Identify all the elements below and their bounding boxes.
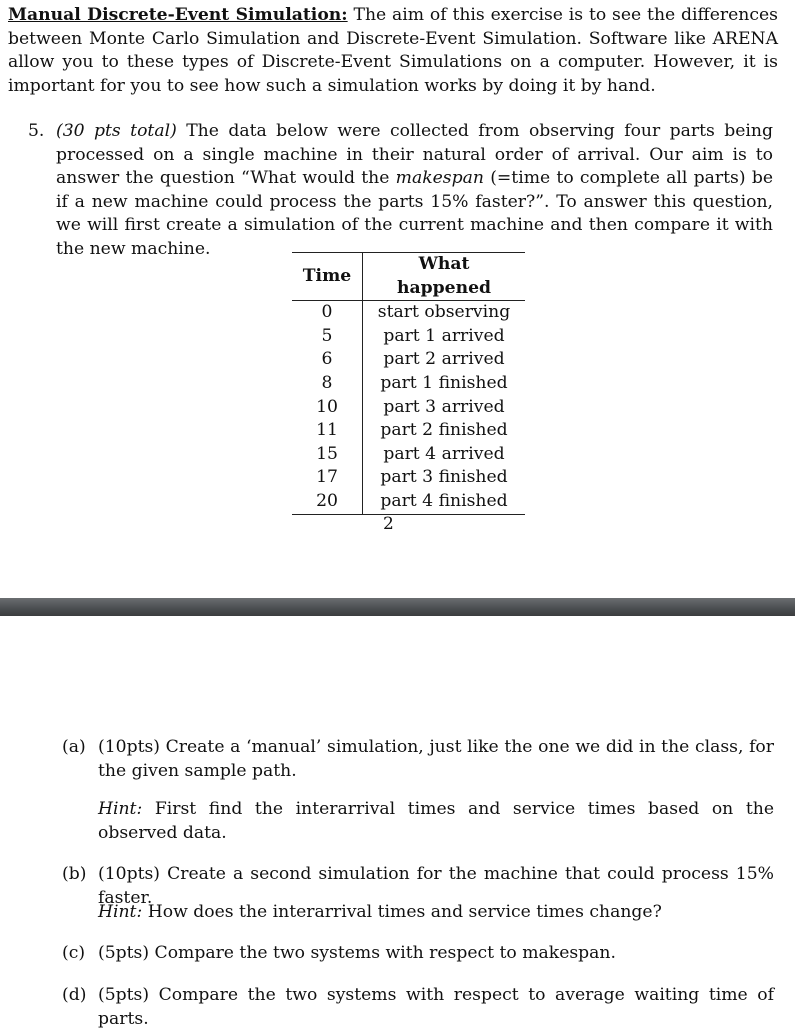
problem-text-b: (=time to complete all parts) be if a new machine could process the parts 15% faster?”. To answer this question, we will first create a simulation of the current machine and then compare it with the new machine. bbox=[56, 168, 773, 259]
cell-event: part 4 arrived bbox=[383, 443, 505, 464]
cell-time: 5 bbox=[292, 325, 363, 349]
hint-label: Hint: bbox=[98, 902, 143, 922]
header-what-happened: What happened bbox=[363, 253, 526, 301]
part-c-text: (5pts) Compare the two systems with respect to makespan. bbox=[98, 943, 616, 963]
problem-5 bbox=[28, 120, 773, 262]
makespan-term: makespan bbox=[395, 168, 484, 189]
part-d-text: (5pts) Compare the two systems with respect to average waiting time of parts. bbox=[98, 985, 774, 1029]
cell-time: 10 bbox=[292, 396, 363, 420]
observation-table bbox=[292, 252, 525, 515]
table-row bbox=[292, 466, 525, 490]
part-b-label: (b) bbox=[62, 864, 87, 884]
cell-time: 17 bbox=[292, 466, 363, 490]
cell-event: start observing bbox=[377, 302, 511, 323]
part-d-label: (d) bbox=[62, 985, 87, 1005]
problem-text-a: The data below were collected from observing four parts being processed on a single machine in their natural order of arrival. Our aim is to answer the question “What would the bbox=[56, 121, 773, 189]
cell-time: 8 bbox=[292, 372, 363, 396]
intro-paragraph bbox=[8, 4, 778, 98]
table-header-row bbox=[292, 253, 525, 301]
part-a-label: (a) bbox=[62, 737, 86, 757]
cell-event: part 2 arrived bbox=[383, 349, 505, 370]
part-b-text: (10pts) Create a second simulation for the machine that could process 15% faster. bbox=[98, 864, 774, 908]
hint-text: First find the interarrival times and service times based on the observed data. bbox=[98, 799, 774, 843]
cell-time: 11 bbox=[292, 419, 363, 443]
hint-label: Hint: bbox=[98, 799, 143, 819]
table-row bbox=[292, 325, 525, 349]
table-row bbox=[292, 490, 525, 514]
header-time: Time bbox=[292, 253, 363, 301]
cell-time: 0 bbox=[292, 301, 363, 325]
cell-time: 15 bbox=[292, 443, 363, 467]
part-b-hint bbox=[98, 901, 774, 925]
problem-points: (30 pts total) bbox=[56, 121, 177, 141]
table-row bbox=[292, 419, 525, 443]
part-a-hint bbox=[98, 798, 774, 845]
part-c bbox=[62, 942, 774, 966]
table-row bbox=[292, 443, 525, 467]
problem-body bbox=[56, 120, 773, 262]
problem-number: 5. bbox=[28, 121, 45, 141]
part-c-label: (c) bbox=[62, 943, 86, 963]
cell-event: part 3 arrived bbox=[383, 396, 505, 417]
cell-time: 6 bbox=[292, 348, 363, 372]
table-row bbox=[292, 396, 525, 420]
intro-title: Manual Discrete-Event Simulation: bbox=[8, 5, 348, 25]
page-divider bbox=[0, 598, 795, 616]
cell-event: part 1 arrived bbox=[383, 325, 505, 346]
page-number: 2 bbox=[383, 514, 394, 534]
intro-text: The aim of this exercise is to see the differences between Monte Carlo Simulation and Discrete-Event Simulation. Software like ARENA allow you to these types of Discrete-Event Simulations on a computer. However, it is important for you to see how such a simulation works by doing it by hand. bbox=[8, 5, 778, 96]
hint-text: How does the interarrival times and service times change? bbox=[142, 902, 662, 922]
table-row bbox=[292, 301, 525, 325]
cell-event: part 1 finished bbox=[380, 372, 508, 393]
table-row bbox=[292, 348, 525, 372]
cell-event: part 3 finished bbox=[380, 467, 508, 488]
part-a bbox=[62, 736, 774, 783]
cell-time: 20 bbox=[292, 490, 363, 514]
cell-event: part 4 finished bbox=[363, 490, 526, 514]
part-a-text: (10pts) Create a ‘manual’ simulation, just like the one we did in the class, for the given sample path. bbox=[98, 737, 774, 781]
table-row bbox=[292, 372, 525, 396]
cell-event: part 2 finished bbox=[380, 420, 508, 441]
